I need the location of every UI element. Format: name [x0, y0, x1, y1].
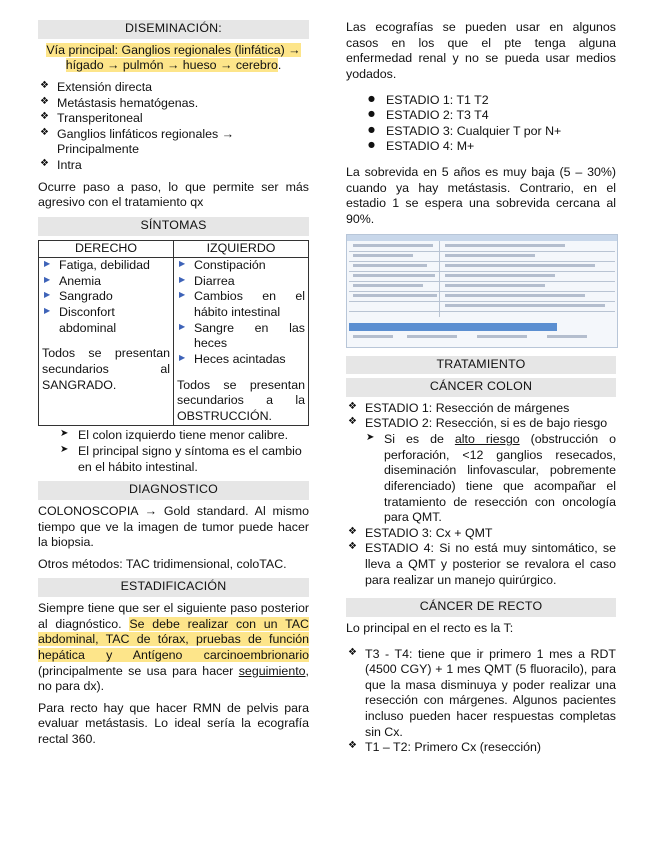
recto-intro: Lo principal en el recto es la T: — [346, 620, 514, 635]
eco-paragraph: Las ecografías se pueden usar en algunos casos en los que el pte tenga alguna enfermedad renal y no se pueda usar medios yodados. — [346, 20, 616, 81]
estadificacion-p2: Para recto hay que hacer RMN de pelvis para evaluar metástasis. Lo ideal sería la ecografía rectal 360. — [38, 700, 309, 746]
list-item: ● ESTADIO 4: M+ — [346, 139, 616, 155]
list-item: ▶ Sangre en las heces — [177, 321, 305, 352]
list-item: ❖ Intra — [38, 158, 309, 174]
list-item: ▶ Heces acintadas — [177, 352, 305, 368]
list-item: ❖ ESTADIO 1: Resección de márgenes — [346, 401, 616, 417]
izquierdo-note: Todos se presentan secundarios a la OBSTRUCCIÓN. — [177, 377, 305, 423]
list-item: ● ESTADIO 2: T3 T4 — [346, 108, 616, 124]
list-item: ❖ Transperitoneal — [38, 111, 309, 127]
sintomas-table — [38, 240, 309, 427]
list-item: ● ESTADIO 1: T1 T2 — [346, 93, 616, 109]
diagnostico-p1: COLONOSCOPIA → Gold standard. Al mismo tiempo que ve la imagen de tumor puede hacer la biopsia. — [38, 503, 309, 550]
diseminacion-heading: DISEMINACIÓN: — [38, 20, 309, 39]
list-item: ▶ Disconfort abdominal — [42, 305, 170, 336]
list-item: ❖ ESTADIO 4: Si no está muy sintomático, se lleva a QMT y posterior se revalora el caso para realizar un manejo quirúrgico. — [346, 541, 616, 588]
list-item: ❖ Extensión directa — [38, 80, 309, 96]
list-item: ❖ T1 – T2: Primero Cx (resección) — [346, 740, 616, 756]
list-item: ▶ Cambios en el hábito intestinal — [177, 289, 305, 320]
derecho-list — [42, 258, 170, 336]
izquierdo-list — [177, 258, 305, 367]
tnm-staging-table-image — [346, 234, 618, 348]
list-item: ❖ Metástasis hematógenas. — [38, 96, 309, 112]
right-column — [346, 20, 616, 762]
derecho-note: Todos se presentan secundarios al SANGRADO. — [42, 346, 170, 392]
sobrevida-paragraph: La sobrevida en 5 años es muy baja (5 – 30%) cuando ya hay metástasis. Contrario, en el estadio 1 se espera una sobrevida cercana al 90%. — [346, 165, 616, 226]
estadificacion-heading: ESTADIFICACIÓN — [38, 578, 309, 597]
sintomas-notes — [58, 428, 309, 475]
list-item: ▶ Anemia — [42, 274, 170, 290]
alto-riesgo-list — [364, 432, 616, 526]
cancer-recto-list — [346, 647, 616, 756]
list-item: ❖ Ganglios linfáticos regionales → Principalmente — [38, 127, 309, 158]
list-item: ➤ El colon izquierdo tiene menor calibre. — [58, 428, 309, 444]
cancer-colon-heading: CÁNCER COLON — [346, 378, 616, 397]
paso-paragraph: Ocurre paso a paso, lo que permite ser más agresivo con el tratamiento qx — [38, 179, 309, 210]
col-derecho: DERECHO — [39, 240, 174, 258]
cancer-colon-list — [346, 401, 616, 432]
list-item: ▶ Constipación — [177, 258, 305, 274]
list-item: ▶ Diarrea — [177, 274, 305, 290]
list-item: ▶ Fatiga, debilidad — [42, 258, 170, 274]
list-item: ❖ ESTADIO 3: Cx + QMT — [346, 526, 616, 542]
cancer-colon-list-2 — [346, 526, 616, 589]
list-item: ➤ Si es de alto riesgo (obstrucción o perforación, <12 ganglios resecados, diseminación linfovascular, pobremente diferenciado) tiene que acompañar el tratamiento de resección con oncología para QMT. — [364, 432, 616, 526]
list-item: ▶ Sangrado — [42, 289, 170, 305]
list-item: ❖ T3 - T4: tiene que ir primero 1 mes a RDT (4500 CGY) + 1 mes QMT (5 fluoracilo), para que la masa disminuya y poder realizar una resección con márgenes. Algunos pacientes incluso pueden hacer respuestas completas sin Cx. — [346, 647, 616, 741]
diagnostico-p2: Otros métodos: TAC tridimensional, coloTAC. — [38, 556, 287, 571]
left-column — [38, 20, 309, 754]
list-item: ● ESTADIO 3: Cualquier T por N+ — [346, 124, 616, 140]
sintomas-heading: SÍNTOMAS — [38, 217, 309, 236]
diagnostico-heading: DIAGNOSTICO — [38, 481, 309, 500]
diseminacion-list — [38, 80, 309, 174]
tratamiento-heading: TRATAMIENTO — [346, 356, 616, 375]
estadificacion-p1: Siempre tiene que ser el siguiente paso posterior al diagnóstico. Se debe realizar con un TAC abdominal, TAC de tórax, pruebas de función hepática y Antígeno carcinoembrionario (principalmente se usa para hacer seguimiento, no para dx). — [38, 601, 309, 694]
col-izquierdo: IZQUIERDO — [174, 240, 309, 258]
list-item: ➤ El principal signo y síntoma es el cambio en el hábito intestinal. — [58, 444, 309, 475]
cancer-recto-heading: CÁNCER DE RECTO — [346, 598, 616, 617]
list-item: ❖ ESTADIO 2: Resección, si es de bajo riesgo — [346, 416, 616, 432]
estadios-list — [346, 93, 616, 156]
via-principal: Vía principal: Ganglios regionales (linfática) → hígado → pulmón → hueso → cerebro. — [46, 42, 301, 73]
